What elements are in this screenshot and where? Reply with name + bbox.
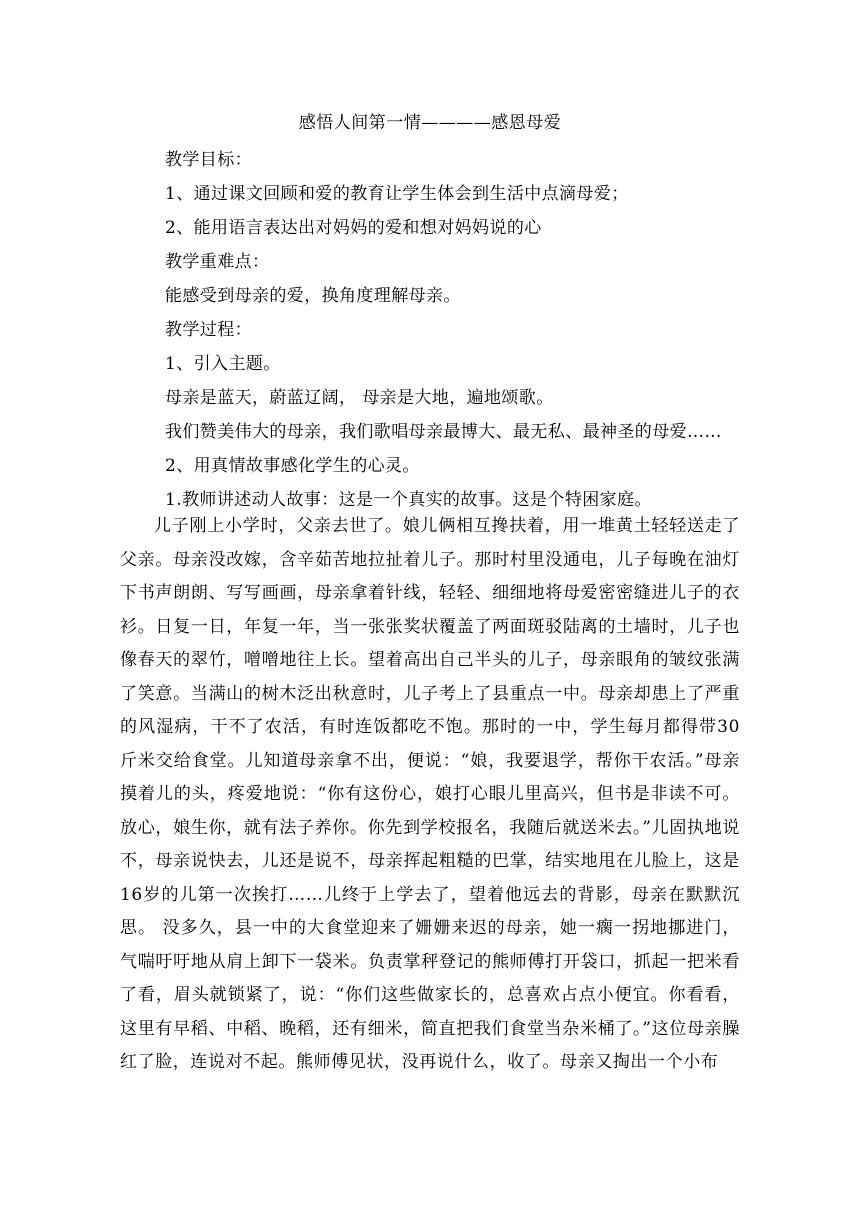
section-heading-key-points: 教学重难点： [165,252,270,272]
document-title: 感悟人间第一情————感恩母爱 [298,113,562,133]
process-step-1: 1、引入主题。 [165,354,281,374]
lesson-outline [165,143,745,517]
praise-line: 我们赞美伟大的母亲，我们歌唱母亲最博大、最无私、最神圣的母爱…… [165,422,722,442]
section-heading-process: 教学过程： [165,320,252,340]
process-step-2: 2、用真情故事感化学生的心灵。 [165,456,420,476]
poem-line: 母亲是蓝天，蔚蓝辽阔， 母亲是大地，遍地颂歌。 [165,388,554,408]
objective-item-1: 1、通过课文回顾和爱的教育让学生体会到生活中点滴母爱； [165,184,629,204]
section-heading-objectives: 教学目标： [165,150,252,170]
objective-item-2: 2、能用语言表达出对妈妈的爱和想对妈妈说的心 [165,218,542,238]
story-paragraph: 儿子刚上小学时，父亲去世了。娘儿俩相互搀扶着，用一堆黄土轻轻送走了父亲。母亲没改嫁，含辛茹苦地拉扯着儿子。那时村里没通电，儿子每晚在油灯下书声朗朗、写写画画，母亲拿着针线，轻轻、细细地将母爱密密缝进儿子的衣衫。日复一日，年复一年，当一张张奖状覆盖了两面斑驳陆离的土墙时，儿子也像春天的翠竹，噌噌地往上长。望着高出自己半头的儿子，母亲眼角的皱纹张满了笑意。当满山的树木泛出秋意时，儿子考上了县重点一中。母亲却患上了严重的风湿病，干不了农活，有时连饭都吃不饱。那时的一中，学生每月都得带30斤米交给食堂。儿知道母亲拿不出，便说：“娘，我要退学，帮你干农活。”母亲摸着儿的头，疼爱地说：“你有这份心，娘打心眼儿里高兴，但书是非读不可。放心，娘生你，就有法子养你。你先到学校报名，我随后就送米去。”儿固执地说不，母亲说快去，儿还是说不，母亲挥起粗糙的巴掌，结实地甩在儿脸上，这是16岁的儿第一次挨打……儿终于上学去了，望着他远去的背影，母亲在默默沉思。 没多久，县一中的大食堂迎来了姗姗来迟的母亲，她一瘸一拐地挪进门，气喘吁吁地从肩上卸下一袋米。负责掌秤登记的熊师傅打开袋口，抓起一把米看了看，眉头就锁紧了，说：“你们这些做家长的，总喜欢占点小便宜。你看看，这里有早稻、中稻、晚稻，还有细米，简直把我们食堂当杂米桶了。”这位母亲臊红了脸，连说对不起。熊师傅见状，没再说什么，收了。母亲又掏出一个小布 [120,516,740,1072]
story-intro: 1.教师讲述动人故事：这是一个真实的故事。这是个特困家庭。 [165,490,652,510]
key-point-text: 能感受到母亲的爱，换角度理解母亲。 [165,286,461,306]
